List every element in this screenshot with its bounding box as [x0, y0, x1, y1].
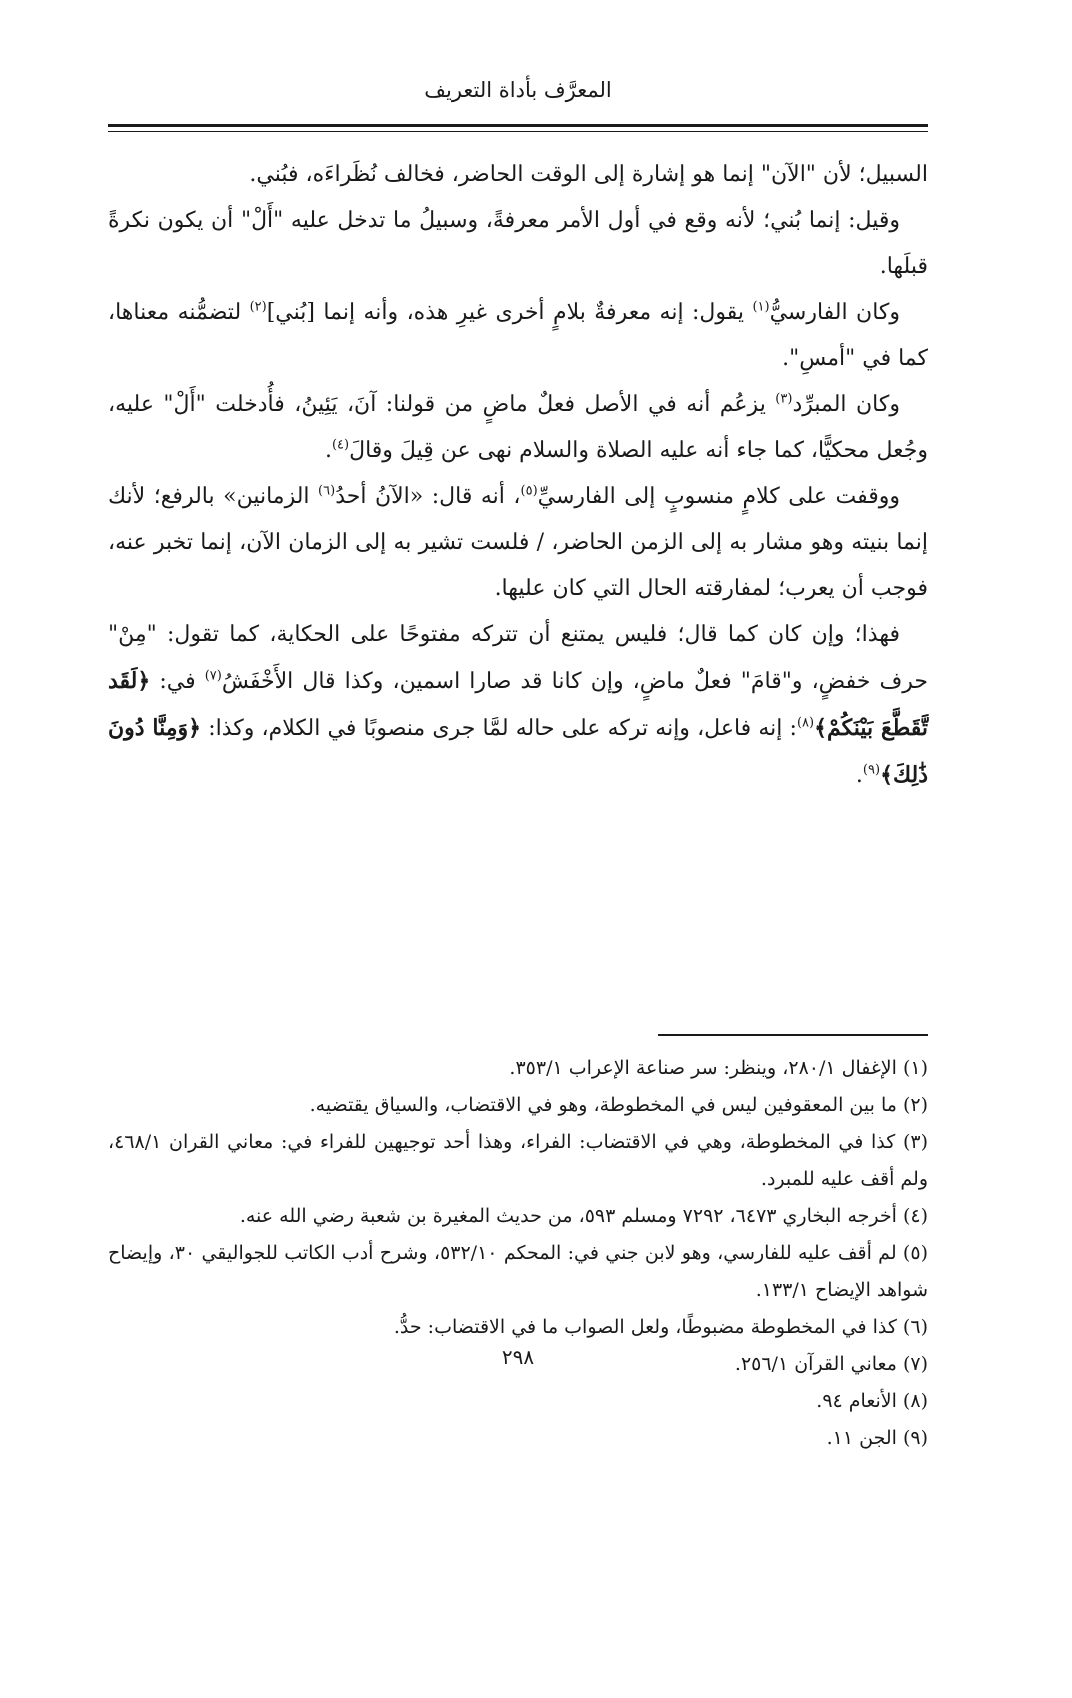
footnote-3: (٣) كذا في المخطوطة، وهي في الاقتضاب: الفراء، وهذا أحد توجيهين للفراء في: معاني القران ٤٦٨/١، ولم أقف عليه للمبرد. [108, 1131, 928, 1190]
paragraph-2: وقيل: إنما بُني؛ لأنه وقع في أول الأمر معرفةً، وسبيلُ ما تدخل عليه "أَلْ" أن يكون نكرةً قبلَها. [108, 208, 928, 279]
header-rule-thick [108, 124, 928, 127]
document-page [108, 0, 928, 1698]
footnote-2: (٢) ما بين المعقوفين ليس في المخطوطة، وهو في الاقتضاب، والسياق يقتضيه. [309, 1094, 928, 1116]
quran-quote-1: ﴿لَقَد تَّقَطَّعَ بَيْنَكُمْ﴾ [108, 668, 929, 741]
quran-quote-2: ﴿وَمِنَّا دُونَ ذَٰلِكَ﴾ [108, 715, 928, 788]
footnote-4: (٤) أخرجه البخاري ٦٤٧٣، ٧٢٩٢ ومسلم ٥٩٣، من حديث المغيرة بن شعبة رضي الله عنه. [239, 1205, 928, 1227]
footnote-ref-9[interactable]: (٩) [862, 762, 881, 778]
footnote-ref-3[interactable]: (٣) [775, 391, 793, 407]
footnotes [108, 1050, 928, 1457]
footnote-ref-5[interactable]: (٥) [520, 483, 538, 499]
header-rule-thin [108, 131, 928, 132]
footnote-ref-7[interactable]: (٧) [204, 668, 222, 684]
footnote-7: (٧) معاني القرآن ٢٥٦/١. [734, 1353, 928, 1375]
footnote-ref-6[interactable]: (٦) [318, 483, 336, 499]
paragraph-4: وكان المبرِّد$^{(٣)}$ يزعُم أنه في الأصل فعلٌ ماضٍ من قولنا: آنَ، يَئِينُ، فأُدخلت "أَلْ" عليه، وجُعل محكيًّا، كما جاء أنه عليه الصلاة والسلام نهى عن قِيلَ وقالَ$^{(٤)}$. [108, 391, 928, 463]
page-number: ٢٩٨ [501, 1345, 535, 1369]
footnote-5: (٥) لم أقف عليه للفارسي، وهو لابن جني في: المحكم ٥٣٢/١٠، وشرح أدب الكاتب للجواليقي ٣٠، وإيضاح شواهد الإيضاح ١٣٣/١. [108, 1242, 928, 1301]
running-header: المعرَّف بأداة التعريف [424, 78, 612, 102]
paragraph-5: ووقفت على كلامٍ منسوبٍ إلى الفارسيِّ$^{(٥)}$، أنه قال: «الآنُ أحدُ$^{(٦)}$ الزمانين» بالرفع؛ لأنك إنما بنيته وهو مشار به إلى الزمن الحاضر، / فلست تشير به إلى الزمان الآن، إنما تخبر عنه، فوجب أن يعرب؛ لمفارقته الحال التي كان عليها. [108, 483, 928, 601]
footnote-1: (١) الإغفال ٢٨٠/١، وينظر: سر صناعة الإعراب ٣٥٣/١. [509, 1057, 928, 1079]
footnote-8: (٨) الأنعام ٩٤. [816, 1390, 928, 1412]
paragraph-1: السبيل؛ لأن "الآن" إنما هو إشارة إلى الوقت الحاضر، فخالف نُظَراءَه، فبُني. [249, 162, 928, 187]
paragraph-3: وكان الفارسيُّ$^{(١)}$ يقول: إنه معرفةٌ بلامٍ أخرى غيرِ هذه، وأنه إنما [بُني]$^{(٢)}$ لتضمُّنه معناها، كما في "أمسِ". [108, 299, 928, 371]
footnote-separator [658, 1034, 928, 1036]
paragraph-6: فهذا؛ وإن كان كما قال؛ فليس يمتنع أن تتركه مفتوحًا على الحكاية، كما تقول: "مِنْ" حرف خفضٍ، و"قامَ" فعلٌ ماضٍ، وإن كانا قد صارا اسمين، وكذا قال الأَخْفَشُ$^{(٧)}$ في: ﴿لَقَد تَّقَطَّعَ بَيْنَكُمْ﴾$^{(٨)}$: إنه فاعل، وإنه تركه على حاله لمَّا جرى منصوبًا في الكلام، وكذا: ﴿وَمِنَّا دُونَ ذَٰلِكَ﴾$^{(٩)}$. [108, 622, 929, 788]
main-text [108, 152, 928, 799]
footnote-6: (٦) كذا في المخطوطة مضبوطًا، ولعل الصواب ما في الاقتضاب: حدُّ. [393, 1316, 928, 1338]
footnote-ref-8[interactable]: (٨) [796, 715, 815, 731]
footnote-ref-2[interactable]: (٢) [249, 299, 267, 315]
footnote-ref-4[interactable]: (٤) [331, 437, 350, 453]
footnote-9: (٩) الجن ١١. [826, 1427, 928, 1449]
footnote-ref-1[interactable]: (١) [752, 299, 770, 315]
